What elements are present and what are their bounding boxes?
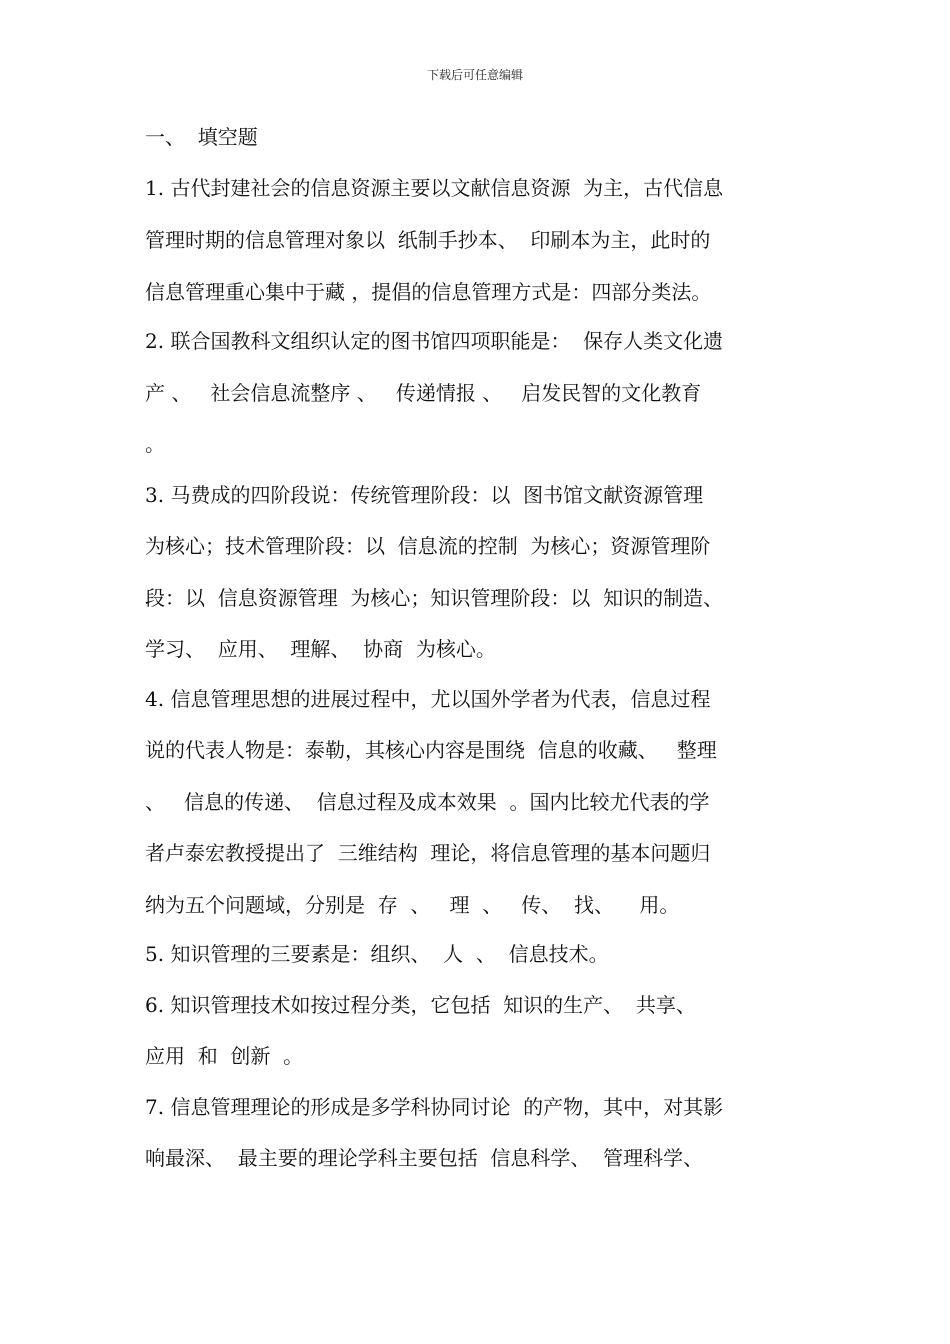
text-line: 信息管理重心集中于藏 ，提倡的信息管理方式是：四部分类法。 bbox=[145, 280, 712, 304]
text-line: 管理时期的信息管理对象以 纸制手抄本、 印刷本为主，此时的 bbox=[145, 228, 711, 252]
text-line: 5. 知识管理的三要素是：组织、 人 、 信息技术。 bbox=[145, 942, 609, 966]
text-line: 1. 古代封建社会的信息资源主要以文献信息资源 为主，古代信息 bbox=[145, 176, 724, 200]
text-line: 应用 和 创新 。 bbox=[145, 1044, 304, 1068]
text-line: 纳为五个问题域，分别是 存 、 理 、 传、 找、 用。 bbox=[145, 893, 680, 917]
text-line: 6. 知识管理技术如按过程分类，它包括 知识的生产、 共享、 bbox=[145, 993, 696, 1017]
text-line: 为核心；技术管理阶段：以 信息流的控制 为核心；资源管理阶 bbox=[145, 534, 711, 558]
text-line: 、 信息的传递、 信息过程及成本效果 。国内比较尤代表的学 bbox=[145, 790, 710, 814]
text-line: 7. 信息管理理论的形成是多学科协同讨论 的产物，其中，对其影 bbox=[145, 1095, 724, 1119]
text-line: 说的代表人物是：泰勒，其核心内容是围绕 信息的收藏、 整理 bbox=[145, 738, 717, 762]
page-header-note: 下载后可任意编辑 bbox=[426, 68, 523, 82]
text-line: 产 、 社会信息流整序 、 传递情报 、 启发民智的文化教育 bbox=[145, 381, 702, 405]
text-line: 4. 信息管理思想的进展过程中，尤以国外学者为代表，信息过程 bbox=[145, 687, 711, 711]
text-line: 响最深、 最主要的理论学科主要包括 信息科学、 管理科学、 bbox=[145, 1146, 704, 1170]
text-line: 学习、 应用、 理解、 协商 为核心。 bbox=[145, 637, 496, 661]
text-line: 3. 马费成的四阶段说：传统管理阶段：以 图书馆文献资源管理 bbox=[145, 483, 704, 507]
section-title: 一、 填空题 bbox=[145, 125, 258, 149]
text-line: 2. 联合国教科文组织认定的图书馆四项职能是： 保存人类文化遗 bbox=[145, 329, 724, 353]
text-line: 。 bbox=[145, 432, 165, 456]
text-line: 段：以 信息资源管理 为核心；知识管理阶段：以 知识的制造、 bbox=[145, 586, 724, 610]
text-line: 者卢泰宏教授提出了 三维结构 理论，将信息管理的基本问题归 bbox=[145, 841, 711, 865]
